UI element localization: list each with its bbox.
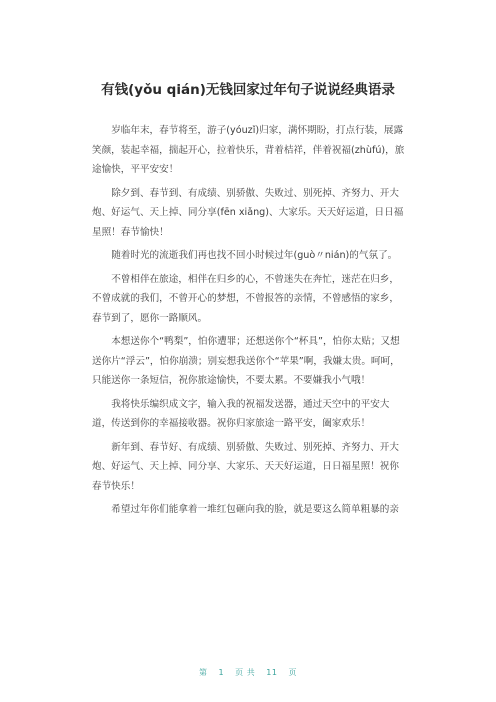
page-footer (0, 667, 496, 678)
document-title: 有钱(yǒu qián)无钱回家过年句子说说经典语录 (101, 82, 395, 98)
document-body (92, 121, 408, 524)
paragraph: 随着时光的流逝我们再也找不回小时候过年(guò〃nián)的气氛了。 (111, 250, 398, 261)
paragraph: 希望过年你们能拿着一堆红包砸向我的脸，就是要这么简单粗暴的亲 (111, 504, 399, 515)
footer-suffix: 页 (288, 668, 297, 677)
paragraph: 新年到、春节好、有成绩、别骄傲、失败过、别死掉、齐努力、开大炮、好运气、天上掉、同分享、大家乐、天天好运道，日日福星照！祝你春节快乐！ (92, 441, 399, 492)
paragraph: 不曾相伴在旅途，相伴在归乡的心，不曾迷失在奔忙，迷茫在归乡，不曾成就的我们，不曾开心的梦想，不曾报答的亲情，不曾感悟的家乡，春节到了，愿你一路顺风。 (92, 273, 399, 324)
footer-page-number: 1 (218, 668, 225, 677)
paragraph: 我将快乐编织成文字，输入我的祝福发送器，通过天空中的平安大道，传送到你的幸福接收器。祝你归家旅途一路平安，阖家欢乐！ (92, 398, 390, 429)
paragraph: 除夕到、春节到、有成绩、别骄傲、失败过、别死掉、齐努力、开大炮、好运气、天上掉、同分享(fēn xiǎng)、大家乐。天天好运道，日日福星照！春节愉快！ (92, 187, 404, 238)
footer-prefix: 第 (198, 668, 208, 677)
footer-middle: 页 共 (235, 668, 256, 677)
footer-total-pages: 11 (266, 668, 278, 677)
paragraph: 本想送你个“鸭梨”，怕你遭罪；还想送你个“杯具”，怕你太贴；又想送你片“浮云”，怕你崩溃；别妄想我送你个“苹果”啊，我嫌太贵。呵呵，只能送你一条短信，祝你旅途愉快，不要太累。不要嫌我小气哦！ (92, 336, 400, 386)
paragraph: 岁临年末，春节将至，游子(yóuzǐ)归家，满怀期盼，打点行装，展露笑颜，装起幸福，揣起开心，拉着快乐，背着桔祥，伴着祝福(zhùfú)，旅途愉快，平平安安！ (92, 125, 405, 175)
